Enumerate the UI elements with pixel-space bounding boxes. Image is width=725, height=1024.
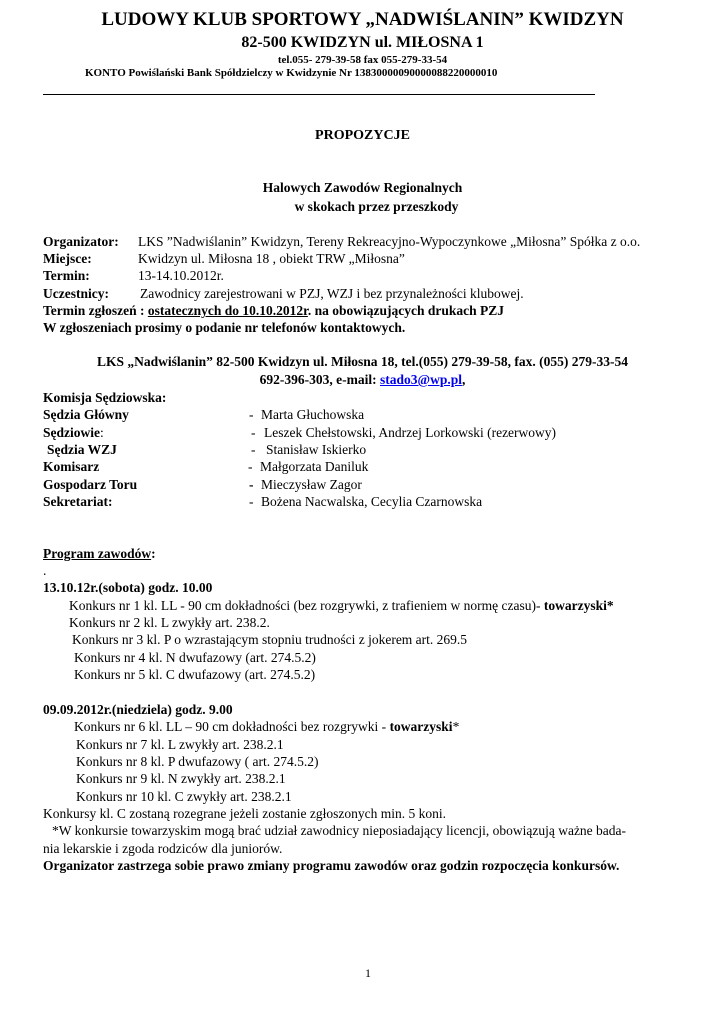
participants-value: Zawodnicy zarejestrowani w PZJ, WZJ i bez przynależności klubowej. [140,286,524,301]
organizer-label: Organizator: [43,234,119,249]
jury-sep: - [251,425,256,440]
program-dot: . [43,563,47,578]
competition-10: Konkurs nr 10 kl. C zwykły art. 238.2.1 [76,789,292,804]
jury-names: Bożena Nacwalska, Cecylia Czarnowska [261,494,483,509]
phone-request: W zgłoszeniach prosimy o podanie nr telefonów kontaktowych. [43,320,406,335]
header-divider [43,94,595,95]
email-link[interactable]: stado3@wp.pl [380,372,462,387]
competition-5: Konkurs nr 5 kl. C dwufazowy (art. 274.5.2) [74,667,316,682]
note-friendly-line2: nia lekarskie i zgoda rodziców dla juniorów. [43,841,283,856]
club-address: 82-500 KWIDZYN ul. MIŁOSNA 1 [241,34,484,51]
jury-names: Małgorzata Daniluk [260,459,369,474]
date-value: 13-14.10.2012r. [138,268,224,283]
jury-names: Stanisław Iskierko [266,442,367,457]
competition-9: Konkurs nr 9 kl. N zwykły art. 238.2.1 [76,771,286,786]
competition-1-text: Konkurs nr 1 kl. LL - 90 cm dokładności (bez rozgrywki, z trafieniem w normę czasu)- [69,598,544,613]
jury-role: Sędzia Główny [43,407,129,422]
contact-line1: LKS „Nadwiślanin” 82-500 Kwidzyn ul. Miłosna 18, tel.(055) 279-39-58, fax. (055) 279-33-54 [96,354,628,369]
subtitle-line1: Halowych Zawodów Regionalnych [262,180,463,195]
jury-names: Leszek Chełstowski, Andrzej Lorkowski (rezerwowy) [264,425,557,440]
date-label: Termin: [43,268,90,283]
competition-1-friendly: towarzyski* [543,598,614,613]
competition-6 [74,719,459,735]
jury-role: Sędzia WZJ [47,442,117,457]
program-heading-colon: : [151,546,156,561]
jury-role: Sekretariat: [43,494,113,509]
competition-6-text: Konkurs nr 6 kl. LL – 90 cm dokładności bez rozgrywki - [74,719,390,734]
club-name: LUDOWY KLUB SPORTOWY „NADWIŚLANIN” KWIDZYN [101,9,624,30]
program-heading-text: Program zawodów [43,546,152,561]
competition-7: Konkurs nr 7 kl. L zwykły art. 238.2.1 [76,737,284,752]
day1-title: 13.10.12r.(sobota) godz. 10.00 [43,580,213,595]
jury-sep: - [249,477,254,492]
jury-sep: - [249,407,254,422]
contact-suffix: , [461,372,466,387]
contact-line2 [0,372,725,388]
deadline-prefix: Termin zgłoszeń : [43,303,148,318]
organizer-disclaimer: Organizator zastrzega sobie prawo zmiany programu zawodów oraz godzin rozpoczęcia konkursów. [43,858,620,873]
participants-label: Uczestnicy: [43,286,109,301]
jury-names: Marta Głuchowska [261,407,365,422]
document-title: PROPOZYCJE [315,128,410,143]
competition-6-star: * [452,719,460,734]
note-class-c: Konkursy kl. C zostaną rozegrane jeżeli zostanie zgłoszonych min. 5 koni. [43,806,447,821]
day2-title: 09.09.2012r.(niedziela) godz. 9.00 [43,702,233,717]
jury-role: Komisarz [43,459,100,474]
deadline-suffix: . na obowiązujących drukach PZJ [307,303,505,318]
note-friendly-line1: *W konkursie towarzyskim mogą brać udział zawodnicy nieposiadający licencji, obowiązują ważne bada- [52,823,627,838]
place-label: Miejsce: [43,251,92,266]
deadline-date: ostatecznych do 10.10.2012r [147,303,308,318]
club-phone: tel.055- 279-39-58 fax 055-279-33-54 [277,54,448,66]
program-heading [43,546,156,562]
registration-deadline [43,303,504,319]
page-number: 1 [365,966,371,980]
organizer-value: LKS ”Nadwiślanin” Kwidzyn, Tereny Rekreacyjno-Wypoczynkowe „Miłosna” Spółka z o.o. [138,234,641,249]
jury-sep: - [248,459,253,474]
bank-account: KONTO Powiślański Bank Spółdzielczy w Kwidzynie Nr 13830000090000088220000010 [85,67,498,79]
competition-6-friendly: towarzyski [389,719,453,734]
jury-role-suffix: : [100,425,104,440]
jury-role-wrap [43,425,104,441]
competition-4: Konkurs nr 4 kl. N dwufazowy (art. 274.5.2) [74,650,316,665]
competition-3: Konkurs nr 3 kl. P o wzrastającym stopniu trudności z jokerem art. 269.5 [72,632,468,647]
contact-phone: 692-396-303, e-mail: [259,372,380,387]
jury-sep: - [251,442,256,457]
jury-heading: Komisja Sędziowska: [43,390,167,405]
competition-8: Konkurs nr 8 kl. P dwufazowy ( art. 274.5.2) [76,754,319,769]
competition-1 [69,598,614,614]
jury-sep: - [249,494,254,509]
jury-names: Mieczysław Zagor [261,477,362,492]
jury-role: Sędziowie [43,425,100,440]
competition-2: Konkurs nr 2 kl. L zwykły art. 238.2. [69,615,270,630]
place-value: Kwidzyn ul. Miłosna 18 , obiekt TRW „Miłosna” [138,251,405,266]
subtitle-line2: w skokach przez przeszkody [294,199,459,214]
jury-role: Gospodarz Toru [43,477,138,492]
